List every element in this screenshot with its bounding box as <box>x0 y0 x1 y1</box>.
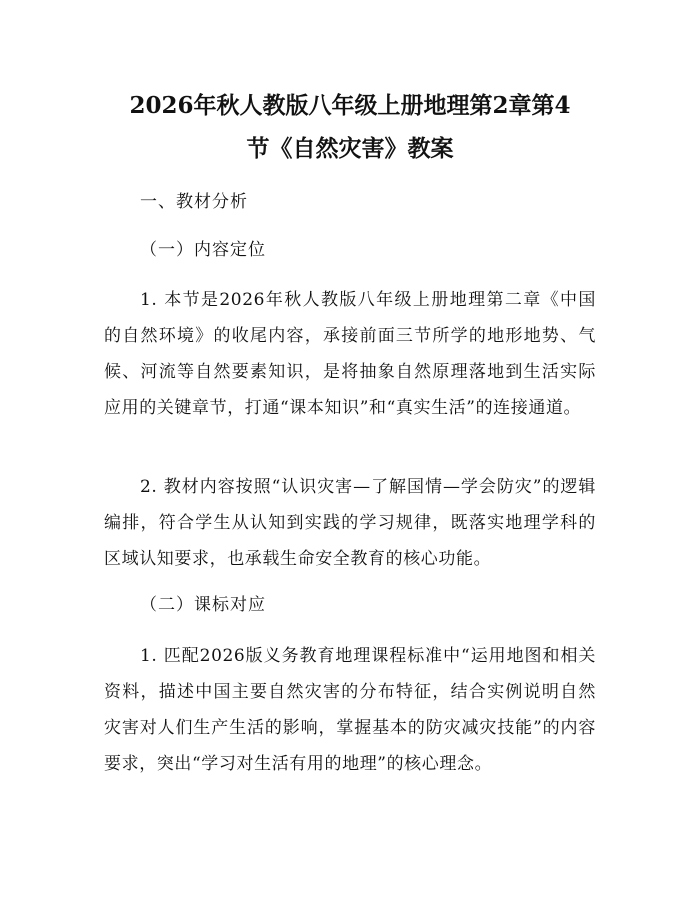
paragraph-3 <box>104 638 596 782</box>
document-title-line-2: 节《自然灾害》教案 <box>246 135 454 162</box>
paragraph-2-text: 2. 教材内容按照“认识灾害—了解国情—学会防灾”的逻辑编排，符合学生从认知到实践的学习规律，既落实地理学科的区域认知要求，也承载生命安全教育的核心功能。 <box>104 477 596 569</box>
paragraph-3-text: 1. 匹配2026版义务教育地理课程标准中“运用地图和相关资料，描述中国主要自然灾害的分布特征，结合实例说明自然灾害对人们生产生活的影响，掌握基本的防灾减灾技能”的内容要求，突出“学习对生活有用的地理”的核心理念。 <box>104 646 596 774</box>
subsection-heading-content-positioning: （一）内容定位 <box>140 240 266 260</box>
paragraph-1-text: 1. 本节是2026年秋人教版八年级上册地理第二章《中国的自然环境》的收尾内容，承接前面三节所学的地形地势、气候、河流等自然要素知识，是将抽象自然原理落地到生活实际应用的关键章节，打通“课本知识”和“真实生活”的连接通道。 <box>104 290 596 418</box>
section-heading-textbook-analysis: 一、教材分析 <box>140 192 248 212</box>
subsection-heading-curriculum-standard: （二）课标对应 <box>140 595 266 615</box>
document-title-line-1: 2026年秋人教版八年级上册地理第2章第4 <box>129 92 571 119</box>
paragraph-1 <box>104 282 596 426</box>
paragraph-2 <box>104 469 596 577</box>
